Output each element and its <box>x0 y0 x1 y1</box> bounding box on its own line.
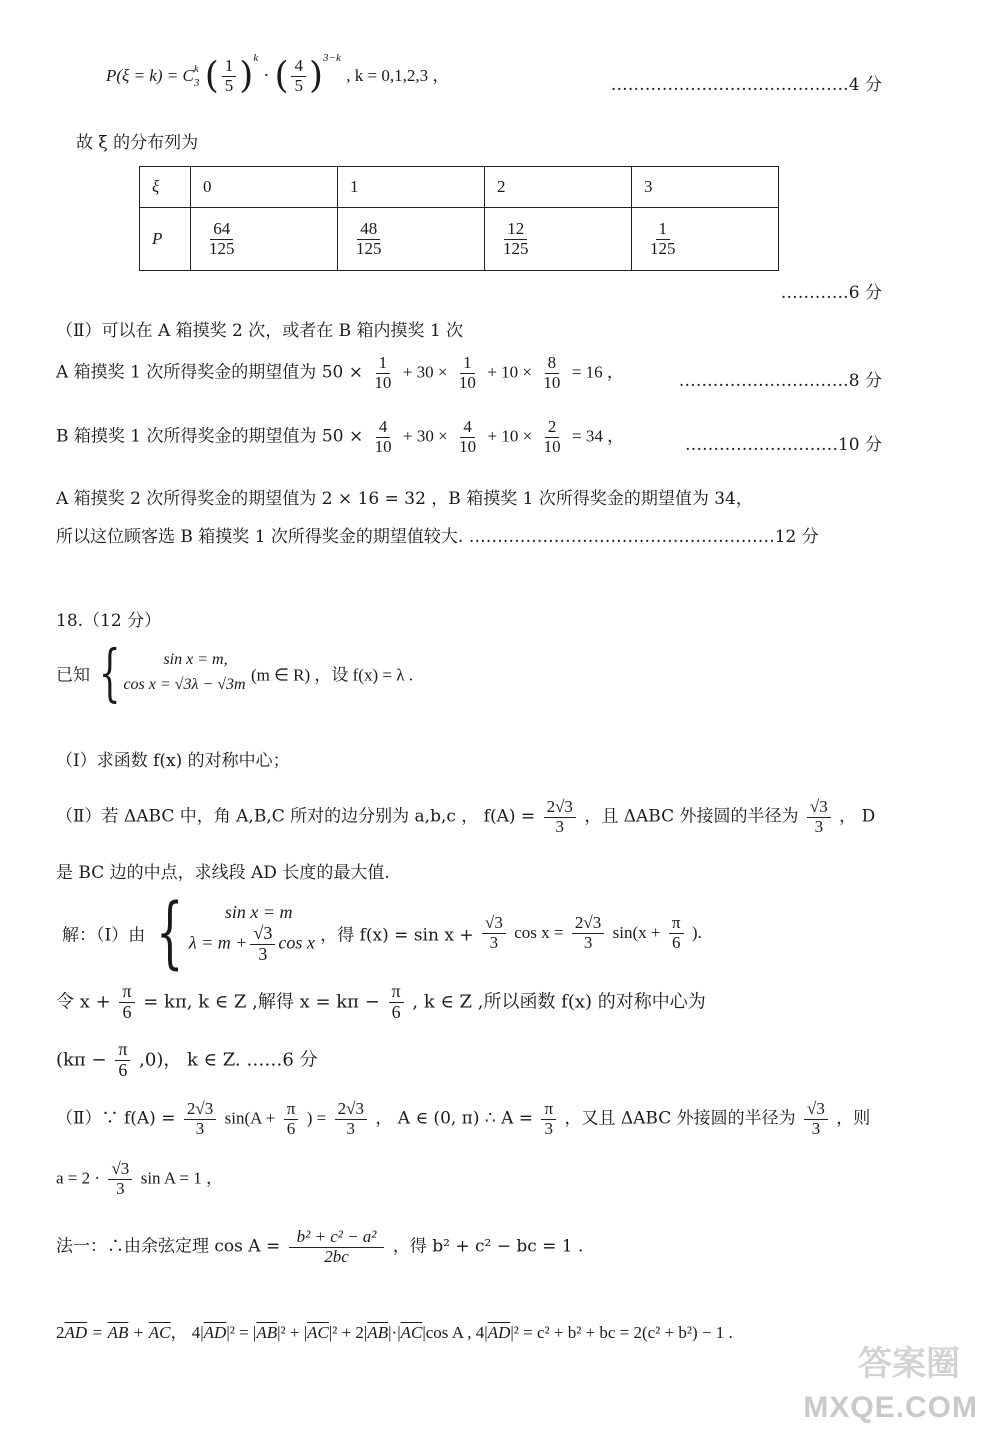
part1-question: （Ⅰ）求函数 f(x) 的对称中心； <box>56 751 290 771</box>
xi-cell: 0 <box>191 167 338 208</box>
question-18-title: 18.（12 分） <box>56 611 162 631</box>
expectation-a-line: A 箱摸奖 1 次所得奖金的期望值为 50 × $\frac{1}{10}$ + 30 × $\frac{1}{10}$ + 10 × $\frac{8}{10}$ = 16 ， <box>56 353 624 392</box>
score-8: …………………………8 分 <box>678 371 882 391</box>
vector-line: $2\overline{AD} = \overline{AB} + \overline{AC}$， $4|\overline{AD}|^2 = |\overline{AB}|^2 + |\overline{AC}|^2 + 2|\overline{AB}|\cdot|\overline{AC}|\cos$ A , $4|\overline{AD}|^2 = c^2 + b^2$ + bc = 2(c² + b²) − 1 . <box>56 1323 733 1342</box>
part2-intro: （Ⅱ）可以在 A 箱摸奖 2 次，或者在 B 箱内摸奖 1 次 <box>56 321 464 341</box>
solution-center-line: (kπ − $\frac{\pi}{6}$ ,0)， k ∈ Z. ……6 分 <box>56 1039 318 1080</box>
xi-cell: 1 <box>338 167 485 208</box>
xi-cell: 2 <box>485 167 632 208</box>
solution-part1: 解：（Ⅰ）由 { sin x = m λ = m + $\frac{√3}{3}$ cos x ，得 f(x) = sin x + $\frac{√3}{3}$ cos x = $\frac{2√3}{3}$ sin(x + $\frac{\pi}{6}$ ). <box>62 888 702 978</box>
expectation-b-line: B 箱摸奖 1 次所得奖金的期望值为 50 × $\frac{4}{10}$ + 30 × $\frac{4}{10}$ + 10 × $\frac{2}{10}$ = 34 ， <box>56 417 625 456</box>
expectation-a2-line: A 箱摸奖 2 次所得奖金的期望值为 2 × 16 = 32 ，B 箱摸奖 1 次所得奖金的期望值为 34， <box>56 489 753 509</box>
p-cell: $\frac{12}{125}$ <box>485 208 632 271</box>
solution-side-a: a = 2 · $\frac{√3}{3}$ sin A = 1 ， <box>56 1159 224 1198</box>
probability-formula: P(ξ = k) = C k 3 ( $\frac{1}{5}$ )$^k$ · ( $\frac{4}{5}$ )$^{3-k}$ , k = 0,1,2,3 ， <box>106 52 450 97</box>
solution-part2: （Ⅱ）∵ f(A) = $\frac{2√3}{3}$ sin(A + $\frac{\pi}{6}$ ) = $\frac{2√3}{3}$ ， A ∈ (0, π) ∴ A = $\frac{\pi}{3}$ ，又且 ΔABC 外接圆的半径为 $\frac{√3}{3}$ ，则 <box>56 1099 871 1138</box>
score-10: ………………………10 分 <box>684 435 882 455</box>
given-system: 已知 { sin x = m, cos x = √3λ − √3m (m ∈ R) ，设 f(x) = λ . <box>56 636 413 709</box>
p-cell: $\frac{48}{125}$ <box>338 208 485 271</box>
p-cell: $\frac{1}{125}$ <box>632 208 779 271</box>
distribution-table <box>139 166 779 271</box>
xi-header: ξ <box>140 167 191 208</box>
p-cell: $\frac{64}{125}$ <box>191 208 338 271</box>
score-6: …………6 分 <box>780 283 882 303</box>
watermark-logo: 答案圈 <box>858 1345 960 1383</box>
score-4: ……………………………………4 分 <box>610 75 882 95</box>
conclusion-line: 所以这位顾客选 B 箱摸奖 1 次所得奖金的期望值较大. ………………………………………………12 分 <box>56 527 819 547</box>
distribution-intro: 故 ξ 的分布列为 <box>76 133 199 153</box>
part2-question: （Ⅱ）若 ΔABC 中，角 A,B,C 所对的边分别为 a,b,c ， f(A) = $\frac{2√3}{3}$ ，且 ΔABC 外接圆的半径为 $\frac{√3}{3}$ ， D <box>56 797 876 836</box>
p-header: P <box>140 208 191 271</box>
method-one-line: 法一：∴由余弦定理 cos A = $\frac{\text{b² + c² − a²}}{2bc}$ ，得 b² + c² − bc = 1 . <box>56 1227 584 1266</box>
part2-question-cont: 是 BC 边的中点，求线段 AD 长度的最大值. <box>56 863 390 883</box>
solution-symmetry-line: 令 x + $\frac{\pi}{6}$ = kπ, k ∈ Z ,解得 x = kπ − $\frac{\pi}{6}$ , k ∈ Z ,所以函数 f(x) 的对称中心为 <box>56 981 706 1022</box>
xi-cell: 3 <box>632 167 779 208</box>
watermark-url: MXQE.COM <box>803 1391 978 1424</box>
